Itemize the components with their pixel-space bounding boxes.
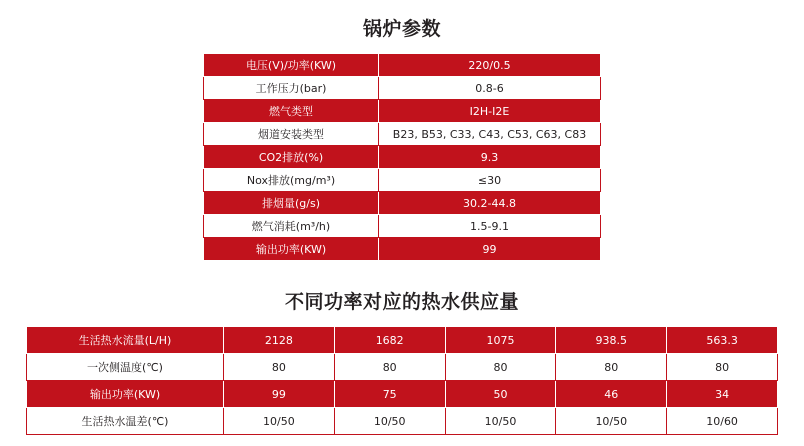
table-row	[27, 327, 778, 354]
table-row	[204, 215, 601, 238]
row-value: ≤30	[379, 169, 601, 192]
cell: 80	[224, 354, 335, 381]
row-label: 电压(V)/功率(KW)	[204, 54, 379, 77]
cell: 80	[556, 354, 667, 381]
row-label: 排烟量(g/s)	[204, 192, 379, 215]
cell: 80	[334, 354, 445, 381]
row-label: 生活热水温差(℃)	[27, 408, 224, 435]
cell: 10/60	[667, 408, 778, 435]
row-label: CO2排放(%)	[204, 146, 379, 169]
document-page	[0, 14, 804, 446]
table-row	[204, 169, 601, 192]
table-row	[204, 146, 601, 169]
cell: 80	[667, 354, 778, 381]
row-value: 1.5-9.1	[379, 215, 601, 238]
row-label: 燃气消耗(m³/h)	[204, 215, 379, 238]
row-label: 燃气类型	[204, 100, 379, 123]
page-title-boiler: 锅炉参数	[362, 18, 441, 40]
row-label: 生活热水流量(L/H)	[27, 327, 224, 354]
table-row	[204, 54, 601, 77]
cell: 10/50	[224, 408, 335, 435]
table-row	[204, 77, 601, 100]
cell: 2128	[224, 327, 335, 354]
table-row	[204, 192, 601, 215]
row-label: 工作压力(bar)	[204, 77, 379, 100]
row-label: Nox排放(mg/m³)	[204, 169, 379, 192]
cell: 563.3	[667, 327, 778, 354]
cell: 75	[334, 381, 445, 408]
row-label: 输出功率(KW)	[204, 238, 379, 261]
row-label: 一次侧温度(℃)	[27, 354, 224, 381]
row-value: I2H-I2E	[379, 100, 601, 123]
row-value: 99	[379, 238, 601, 261]
hotwater-supply-table	[26, 326, 778, 435]
cell: 1075	[445, 327, 556, 354]
cell: 10/50	[556, 408, 667, 435]
cell: 1682	[334, 327, 445, 354]
row-value: B23, B53, C33, C43, C53, C63, C83	[379, 123, 601, 146]
row-label: 烟道安装类型	[204, 123, 379, 146]
row-value: 0.8-6	[379, 77, 601, 100]
cell: 10/50	[334, 408, 445, 435]
cell: 10/50	[445, 408, 556, 435]
table-row	[204, 100, 601, 123]
cell: 99	[224, 381, 335, 408]
table-row	[27, 408, 778, 435]
table-row	[27, 354, 778, 381]
row-value: 30.2-44.8	[379, 192, 601, 215]
row-value: 9.3	[379, 146, 601, 169]
cell: 46	[556, 381, 667, 408]
page-title-hotwater: 不同功率对应的热水供应量	[284, 291, 519, 313]
cell: 50	[445, 381, 556, 408]
row-value: 220/0.5	[379, 54, 601, 77]
cell: 34	[667, 381, 778, 408]
cell: 938.5	[556, 327, 667, 354]
table-row	[27, 381, 778, 408]
table-row	[204, 123, 601, 146]
table-row	[204, 238, 601, 261]
boiler-parameters-table	[203, 53, 601, 261]
row-label: 输出功率(KW)	[27, 381, 224, 408]
cell: 80	[445, 354, 556, 381]
